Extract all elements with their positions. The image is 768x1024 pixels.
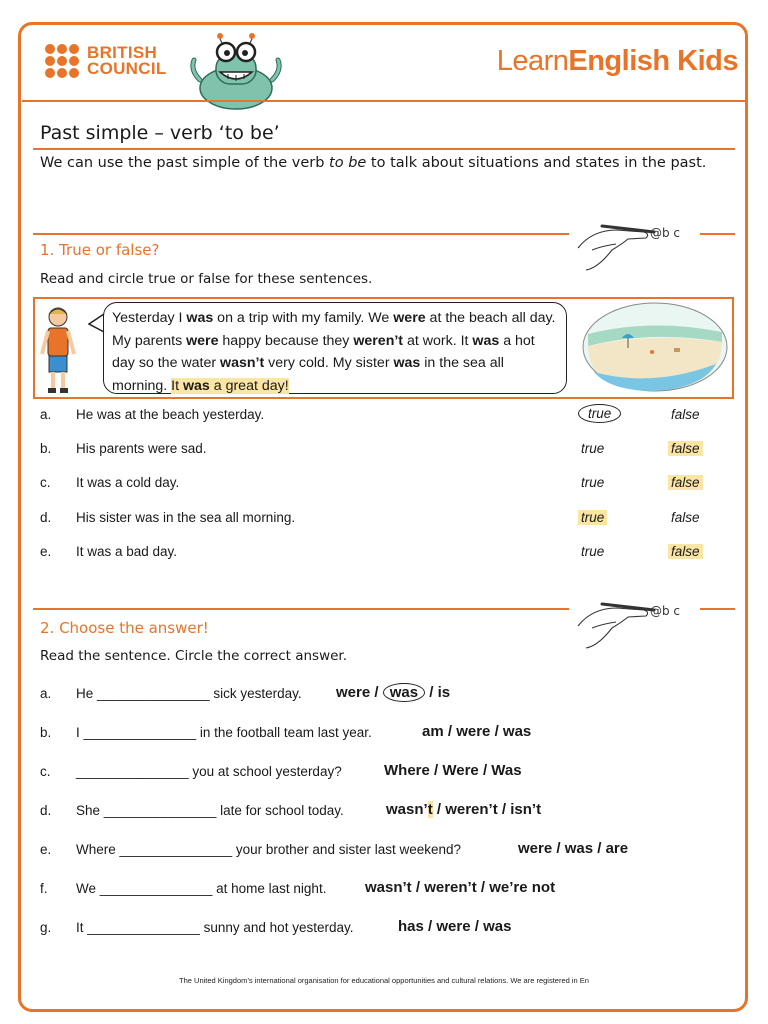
false-option[interactable]: false	[668, 544, 703, 559]
section2-rule-right	[700, 608, 735, 610]
story-text: on a trip with my family. We	[213, 310, 394, 326]
true-option[interactable]: true	[581, 544, 605, 559]
story-verb: weren’t	[353, 332, 404, 349]
answer-option[interactable]: were	[436, 918, 471, 935]
question-sentence: We _______________ at home last night.	[76, 881, 327, 896]
writing-hand-icon	[572, 210, 698, 274]
answer-option[interactable]: was	[502, 723, 532, 740]
story-text: Yesterday I	[112, 310, 187, 326]
false-option[interactable]: false	[671, 510, 700, 525]
true-option[interactable]: true	[578, 510, 607, 525]
answer-option[interactable]: are	[605, 840, 629, 857]
writing-hand-icon-2	[572, 588, 698, 652]
boy-character-icon	[38, 304, 78, 396]
answer-option[interactable]: was	[383, 683, 425, 702]
story-verb: were	[393, 310, 426, 326]
question-letter: b.	[40, 725, 52, 740]
story-text: very cold. My sister	[264, 355, 394, 371]
answer-option[interactable]: was	[564, 840, 594, 857]
true-option[interactable]: true	[581, 475, 605, 490]
page-title: Past simple – verb ‘to be’	[40, 122, 280, 144]
answer-option[interactable]: Was	[491, 762, 522, 779]
answer-option[interactable]: Where	[384, 762, 430, 779]
question-sentence: He _______________ sick yesterday.	[76, 686, 302, 701]
answer-options[interactable]: Where / Were / Was	[384, 762, 522, 779]
story-text: happy because they	[218, 332, 354, 349]
answer-option[interactable]: were	[336, 684, 371, 701]
question-sentence: _______________ you at school yesterday?	[76, 764, 342, 779]
true-option[interactable]: true	[581, 441, 605, 456]
answer-options[interactable]: has / were / was	[398, 918, 512, 935]
beach-scene-image	[582, 302, 728, 392]
answer-option[interactable]: isn’t	[510, 801, 542, 818]
answer-options[interactable]: wasn’t / weren’t / isn’t	[386, 801, 542, 818]
question-letter: d.	[40, 510, 52, 525]
answer-option[interactable]: were	[456, 723, 491, 740]
choice-question-row	[40, 682, 720, 706]
question-text: His parents were sad.	[76, 441, 207, 456]
section1-rule-left	[33, 233, 569, 235]
answer-option[interactable]: were	[518, 840, 553, 857]
question-letter: c.	[40, 764, 51, 779]
title-underline	[33, 148, 735, 150]
answer-options[interactable]: were / was / is	[336, 684, 451, 701]
false-option[interactable]: false	[668, 475, 703, 490]
story-verb: was	[393, 355, 421, 371]
answer-option[interactable]: weren’t	[445, 801, 498, 818]
answer-option[interactable]: wasn’t	[386, 801, 433, 818]
section2-rule-left	[33, 608, 569, 610]
answer-options[interactable]: wasn’t / weren’t / we’re not	[365, 879, 556, 896]
svg-text:@b c: @b c	[650, 226, 681, 240]
story-text: It	[171, 377, 183, 394]
question-sentence: She _______________ late for school today.	[76, 803, 344, 818]
svg-text:@b c: @b c	[650, 604, 681, 618]
choice-question-row	[40, 838, 720, 862]
question-sentence: It _______________ sunny and hot yesterday.	[76, 920, 354, 935]
monster-mascot-icon	[186, 30, 286, 110]
brand-line-1: BRITISH	[87, 43, 158, 62]
header-divider	[22, 100, 746, 102]
section2-instruction: Read the sentence. Circle the correct answer.	[40, 648, 348, 664]
tf-question-row	[40, 540, 720, 564]
answer-option[interactable]: weren’t	[424, 879, 477, 896]
answer-option[interactable]: has	[398, 918, 424, 935]
story-verb: was	[472, 332, 500, 349]
question-text: It was a bad day.	[76, 544, 178, 559]
tf-question-row	[40, 506, 720, 530]
question-letter: c.	[40, 475, 51, 490]
true-option[interactable]: true	[578, 404, 621, 423]
tf-question-row	[40, 471, 720, 495]
answer-option[interactable]: we’re not	[489, 879, 556, 896]
answer-options[interactable]: am / were / was	[422, 723, 532, 740]
story-text: at work. It	[403, 332, 473, 349]
choice-question-row	[40, 760, 720, 784]
question-letter: g.	[40, 920, 52, 935]
answer-options[interactable]: were / was / are	[518, 840, 629, 857]
story-verb: was	[182, 377, 210, 394]
choice-question-row	[40, 916, 720, 940]
logo-dots-icon	[45, 44, 79, 78]
story-verb: were	[186, 332, 219, 349]
section2-heading: 2. Choose the answer!	[40, 619, 209, 637]
answer-option[interactable]: was	[483, 918, 512, 935]
false-option[interactable]: false	[668, 441, 703, 456]
question-text: It was a cold day.	[76, 475, 180, 490]
story-text: a great day!	[209, 377, 289, 394]
story-text: a hot day so the water	[112, 332, 535, 371]
intro-text: We can use the past simple of the verb to be to talk about situations and states in the past.	[40, 155, 707, 171]
question-letter: e.	[40, 544, 52, 559]
answer-option[interactable]: am	[422, 723, 444, 740]
tf-question-row	[40, 437, 720, 461]
story-text: at the beach all day. My parents	[112, 310, 556, 349]
question-letter: a.	[40, 686, 52, 701]
brand-line-2: COUNCIL	[87, 59, 167, 78]
section1-instruction: Read and circle true or false for these sentences.	[40, 271, 373, 287]
learnenglish-kids-logo: LearnEnglish Kids	[496, 45, 738, 77]
question-text: His sister was in the sea all morning.	[76, 510, 296, 525]
section1-rule-right	[700, 233, 735, 235]
tf-question-row	[40, 403, 720, 427]
answer-option[interactable]: wasn’t	[365, 879, 412, 896]
question-letter: a.	[40, 407, 52, 422]
choice-question-row	[40, 721, 720, 745]
question-letter: b.	[40, 441, 52, 456]
story-speech-bubble	[103, 302, 567, 394]
choice-question-row	[40, 799, 720, 823]
question-letter: f.	[40, 881, 48, 896]
footer-text: The United Kingdom’s international organisation for educational opportunities and cultural relations. We are registered in En	[179, 976, 589, 985]
story-verb: was	[186, 310, 214, 326]
question-text: He was at the beach yesterday.	[76, 407, 265, 422]
story-text: in the sea all morning.	[112, 355, 504, 394]
story-verb: wasn’t	[220, 355, 265, 371]
question-letter: d.	[40, 803, 52, 818]
question-sentence: Where _______________ your brother and sister last weekend?	[76, 842, 462, 857]
false-option[interactable]: false	[671, 407, 700, 422]
answer-option[interactable]: Were	[442, 762, 479, 779]
british-council-logo	[45, 44, 167, 78]
section1-heading: 1. True or false?	[40, 241, 160, 259]
answer-option[interactable]: is	[437, 684, 451, 701]
question-letter: e.	[40, 842, 52, 857]
question-sentence: I _______________ in the football team last year.	[76, 725, 372, 740]
choice-question-row	[40, 877, 720, 901]
